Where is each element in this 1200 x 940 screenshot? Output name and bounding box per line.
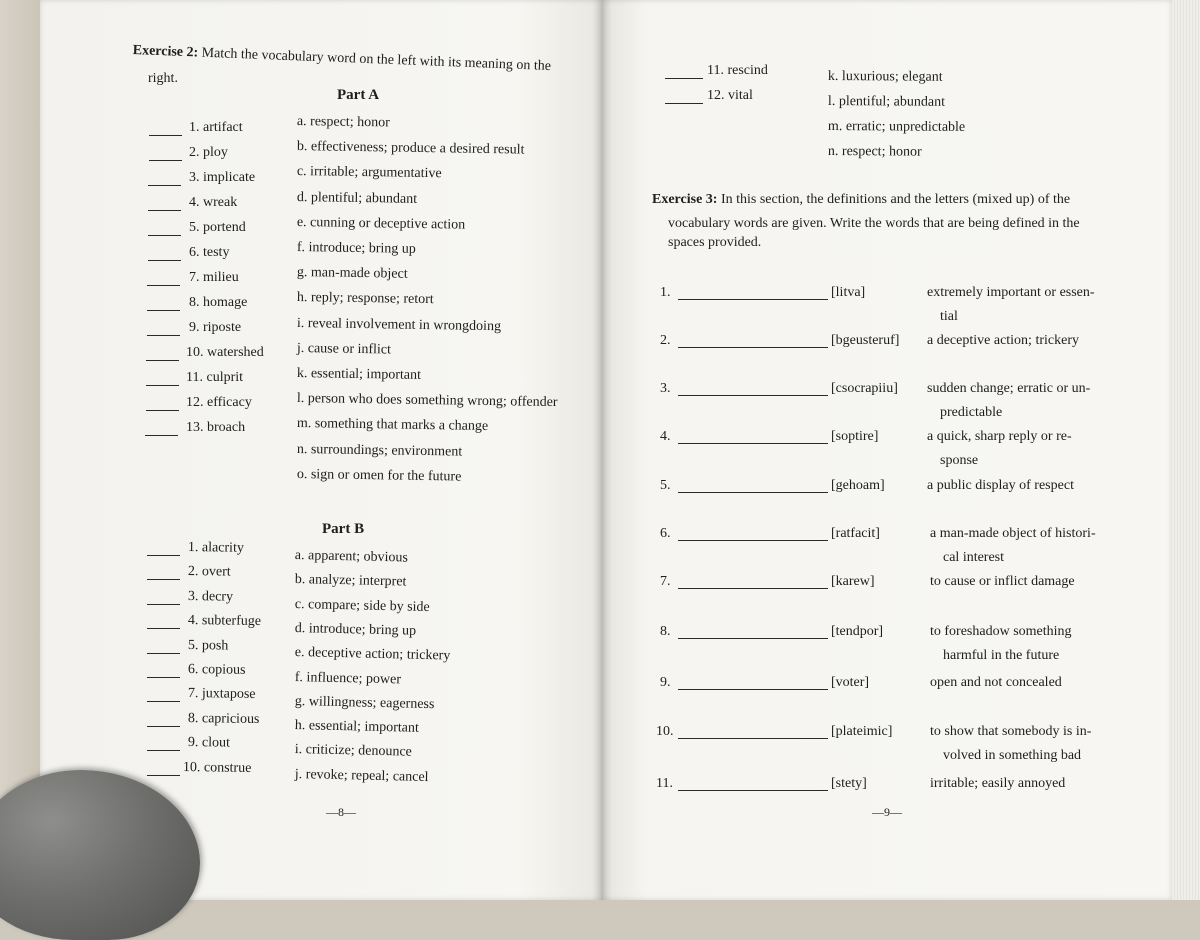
meaning-option: m. erratic; unpredictable: [827, 119, 966, 135]
vocab-word: 6. copious: [187, 662, 246, 678]
definition-continued: volved in something bad: [943, 748, 1082, 763]
scrambled-letters: [litva]: [831, 285, 866, 300]
vocab-word: 2. ploy: [189, 145, 228, 160]
meaning-option: i. criticize; denounce: [294, 742, 412, 761]
meaning-option: l. person who does something wrong; offender: [296, 391, 558, 411]
scrambled-letters: [tendpor]: [831, 624, 884, 639]
definition-continued: sponse: [940, 453, 979, 468]
answer-line[interactable]: [678, 738, 828, 739]
vocab-word: 11. rescind: [707, 63, 768, 78]
vocab-word: 1. artifact: [189, 120, 243, 135]
answer-blank[interactable]: [147, 579, 180, 580]
definition: a man-made object of histori-: [930, 526, 1096, 541]
definition: open and not concealed: [930, 675, 1062, 690]
definition: a deceptive action; trickery: [927, 333, 1079, 348]
definition: a quick, sharp reply or re-: [927, 429, 1072, 444]
meaning-option: f. influence; power: [294, 669, 402, 687]
definition-continued: predictable: [940, 405, 1003, 420]
vocab-word: 6. testy: [189, 245, 230, 260]
vocab-word: 2. overt: [187, 564, 231, 580]
scrambled-letters: [csocrapiiu]: [831, 381, 898, 396]
vocab-word: 1. alacrity: [187, 540, 244, 556]
vocab-word: 13. broach: [186, 420, 246, 435]
answer-blank[interactable]: [147, 701, 180, 702]
meaning-option: m. something that marks a change: [296, 416, 489, 435]
vocab-word: 4. wreak: [189, 195, 238, 210]
vocab-word: 9. riposte: [189, 320, 242, 335]
answer-blank[interactable]: [147, 285, 180, 286]
answer-line[interactable]: [678, 347, 828, 348]
part-b-heading: Part B: [322, 521, 365, 537]
meaning-option: e. deceptive action; trickery: [294, 645, 451, 664]
vocab-word: 5. posh: [187, 637, 229, 654]
definition: extremely important or essen-: [927, 285, 1095, 300]
item-number: 10.: [656, 724, 674, 739]
answer-blank[interactable]: [147, 628, 180, 629]
answer-blank[interactable]: [149, 135, 182, 136]
answer-blank[interactable]: [146, 360, 179, 361]
vocab-word: 11. culprit: [186, 370, 244, 385]
answer-line[interactable]: [678, 638, 828, 639]
exercise-2-instructions: Match the vocabulary word on the left with its meaning on the: [201, 45, 552, 75]
part-a-heading: Part A: [337, 87, 380, 103]
exercise-3-instructions-line-2: vocabulary words are given. Write the words that are being defined in the: [668, 216, 1080, 231]
meaning-option: e. cunning or deceptive action: [296, 214, 466, 233]
answer-blank[interactable]: [147, 677, 180, 678]
meaning-option: n. respect; honor: [827, 144, 922, 160]
meaning-option: d. introduce; bring up: [294, 620, 417, 639]
scrambled-letters: [voter]: [831, 675, 870, 690]
answer-blank[interactable]: [148, 260, 181, 261]
answer-blank[interactable]: [148, 185, 181, 186]
meaning-option: i. reveal involvement in wrongdoing: [296, 315, 502, 334]
vocab-word: 10. watershed: [186, 345, 264, 360]
answer-blank[interactable]: [147, 775, 180, 776]
exercise-2-label: Exercise 2:: [132, 43, 199, 61]
answer-line[interactable]: [678, 790, 828, 791]
item-number: 7.: [660, 574, 671, 589]
vocab-word: 12. efficacy: [186, 395, 252, 410]
definition-continued: cal interest: [943, 550, 1005, 565]
meaning-option: n. surroundings; environment: [296, 441, 463, 460]
meaning-option: c. irritable; argumentative: [296, 164, 442, 182]
item-number: 1.: [660, 285, 671, 300]
answer-blank[interactable]: [146, 410, 179, 411]
answer-blank[interactable]: [146, 385, 179, 386]
exercise-3-instructions-line-1: In this section, the definitions and the letters (mixed up) of the: [720, 192, 1071, 207]
scrambled-letters: [soptire]: [831, 429, 879, 444]
item-number: 11.: [656, 776, 673, 791]
answer-blank[interactable]: [665, 103, 703, 104]
meaning-option: b. effectiveness; produce a desired result: [296, 139, 525, 158]
definition: irritable; easily annoyed: [930, 776, 1066, 791]
right-page-number: —9—: [872, 805, 902, 819]
definition: to foreshadow something: [930, 624, 1072, 639]
definition-continued: harmful in the future: [943, 648, 1060, 663]
meaning-option: h. reply; response; retort: [296, 290, 434, 308]
vocab-word: 5. portend: [189, 220, 246, 235]
vocab-word: 3. decry: [187, 588, 234, 605]
scrambled-letters: [plateimic]: [831, 724, 893, 739]
vocab-word: 4. subterfuge: [187, 613, 262, 630]
page-edges: [1172, 0, 1200, 900]
scrambled-letters: [gehoam]: [831, 478, 885, 493]
vocab-word: 9. clout: [187, 735, 231, 751]
meaning-option: b. analyze; interpret: [294, 572, 407, 590]
vocab-word: 12. vital: [707, 88, 753, 103]
definition: a public display of respect: [927, 478, 1074, 493]
meaning-option: f. introduce; bring up: [296, 240, 416, 257]
meaning-option: a. respect; honor: [296, 114, 390, 131]
meaning-option: j. revoke; repeal; cancel: [294, 766, 429, 785]
definition: sudden change; erratic or un-: [927, 381, 1091, 396]
scrambled-letters: [stety]: [831, 776, 867, 791]
vocab-word: 7. milieu: [189, 270, 239, 285]
answer-blank[interactable]: [145, 435, 178, 436]
item-number: 4.: [660, 429, 671, 444]
scrambled-letters: [bgeusteruf]: [831, 333, 900, 348]
answer-blank[interactable]: [147, 310, 180, 311]
answer-line[interactable]: [678, 299, 828, 300]
vocab-word: 7. juxtapose: [187, 686, 256, 703]
item-number: 6.: [660, 526, 671, 541]
definition-continued: tial: [940, 309, 958, 324]
answer-blank[interactable]: [149, 160, 182, 161]
answer-line[interactable]: [678, 395, 828, 396]
item-number: 9.: [660, 675, 671, 690]
vocab-word: 10. construe: [182, 759, 252, 776]
answer-line[interactable]: [678, 492, 828, 493]
answer-line[interactable]: [678, 443, 828, 444]
exercise-3-title: [652, 193, 1070, 207]
scrambled-letters: [ratfacit]: [831, 526, 880, 541]
definition: to show that somebody is in-: [930, 724, 1092, 739]
answer-blank[interactable]: [147, 750, 180, 751]
meaning-option: a. apparent; obvious: [294, 548, 409, 566]
vocab-word: 3. implicate: [189, 170, 256, 185]
item-number: 3.: [660, 381, 671, 396]
book-gutter: [592, 0, 612, 900]
answer-blank[interactable]: [148, 235, 181, 236]
meaning-option: k. luxurious; elegant: [827, 69, 943, 85]
vocab-word: 8. homage: [189, 295, 248, 310]
meaning-option: c. compare; side by side: [294, 596, 430, 615]
answer-blank[interactable]: [147, 726, 180, 727]
answer-blank[interactable]: [147, 604, 180, 605]
vocab-word: 8. capricious: [187, 710, 260, 727]
item-number: 5.: [660, 478, 671, 493]
answer-blank[interactable]: [147, 335, 180, 336]
answer-blank[interactable]: [147, 555, 180, 556]
answer-blank[interactable]: [148, 210, 181, 211]
book-background: [0, 0, 40, 900]
definition: to cause or inflict damage: [930, 574, 1075, 589]
answer-line[interactable]: [678, 540, 828, 541]
right-page: [602, 0, 1172, 900]
answer-line[interactable]: [678, 588, 828, 589]
answer-blank[interactable]: [665, 78, 703, 79]
item-number: 2.: [660, 333, 671, 348]
meaning-option: d. plentiful; abundant: [296, 189, 418, 207]
answer-line[interactable]: [678, 689, 828, 690]
exercise-3-instructions-line-3: spaces provided.: [668, 235, 762, 250]
exercise-2-instructions-cont: right.: [148, 71, 178, 86]
meaning-option: j. cause or inflict: [296, 340, 392, 358]
meaning-option: g. willingness; eagerness: [294, 693, 435, 712]
meaning-option: o. sign or omen for the future: [296, 466, 462, 485]
meaning-option: l. plentiful; abundant: [827, 94, 946, 110]
left-page-number: —8—: [326, 805, 356, 819]
exercise-3-label: Exercise 3:: [652, 192, 718, 207]
answer-blank[interactable]: [147, 653, 180, 654]
item-number: 8.: [660, 624, 671, 639]
scrambled-letters: [karew]: [831, 574, 875, 589]
meaning-option: g. man-made object: [296, 265, 408, 282]
meaning-option: k. essential; important: [296, 366, 422, 383]
meaning-option: h. essential; important: [294, 718, 420, 736]
